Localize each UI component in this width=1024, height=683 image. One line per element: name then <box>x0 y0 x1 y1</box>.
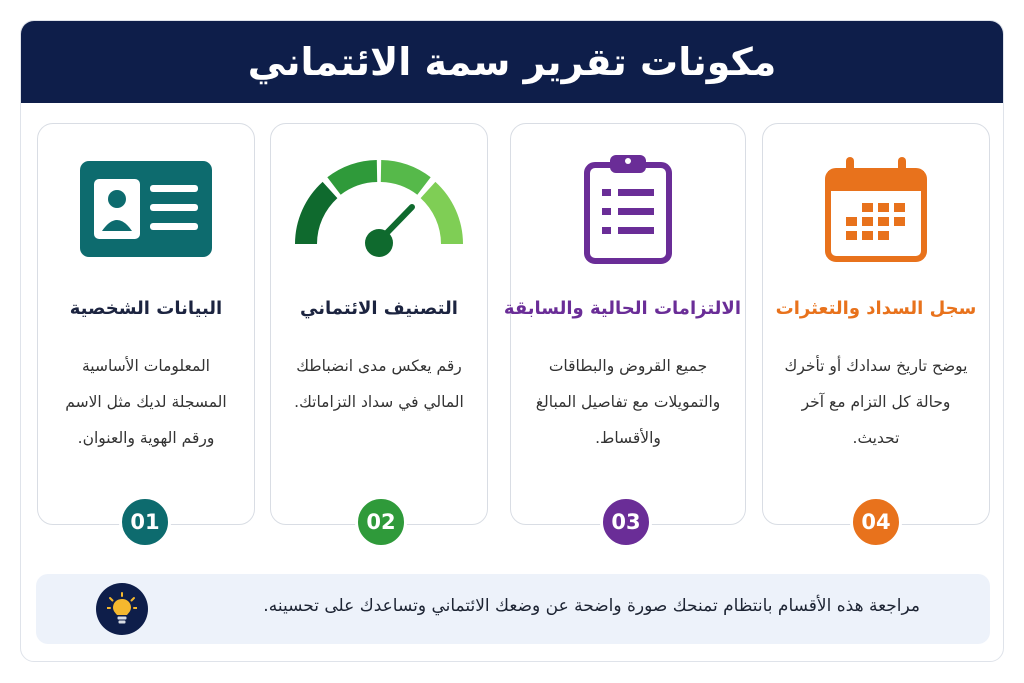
card-description: يوضح تاريخ سدادك أو تأخرك وحالة كل التزام مع آخر تحديث. <box>784 357 968 447</box>
lightbulb-icon <box>96 583 148 635</box>
card-description: جميع القروض والبطاقات والتمويلات مع تفاصيل المبالغ والأقساط. <box>535 357 721 447</box>
clipboard-icon <box>511 154 745 264</box>
card-title: سجل السداد والتعثرات <box>775 298 977 319</box>
card-title: الالتزامات الحالية والسابقة <box>503 298 741 319</box>
id-card-icon <box>38 154 254 264</box>
card-description: رقم يعكس مدى انضباطك المالي في سداد التزاماتك. <box>294 357 464 411</box>
card-personal-data <box>37 123 255 525</box>
card-payment-history <box>762 123 990 525</box>
header-bar <box>21 21 1003 103</box>
page-title: مكونات تقرير سمة الائتماني <box>247 40 777 84</box>
card-credit-score <box>270 123 488 525</box>
card-title: التصنيف الائتماني <box>300 298 458 319</box>
card-title: البيانات الشخصية <box>69 298 223 319</box>
card-description: المعلومات الأساسية المسجلة لديك مثل الاسم ورقم الهوية والعنوان. <box>65 357 227 447</box>
step-number-badge: 01 <box>119 496 171 548</box>
gauge-icon <box>271 154 487 264</box>
tip-text: مراجعة هذه الأقسام بانتظام تمنحك صورة واضحة عن وضعك الائتماني وتساعدك على تحسينه. <box>263 596 920 616</box>
step-number-badge: 03 <box>600 496 652 548</box>
calendar-icon <box>763 154 989 264</box>
tip-banner <box>36 574 990 644</box>
infographic-frame <box>20 20 1004 662</box>
step-number-badge: 02 <box>355 496 407 548</box>
step-number-badge: 04 <box>850 496 902 548</box>
card-obligations <box>503 123 746 525</box>
